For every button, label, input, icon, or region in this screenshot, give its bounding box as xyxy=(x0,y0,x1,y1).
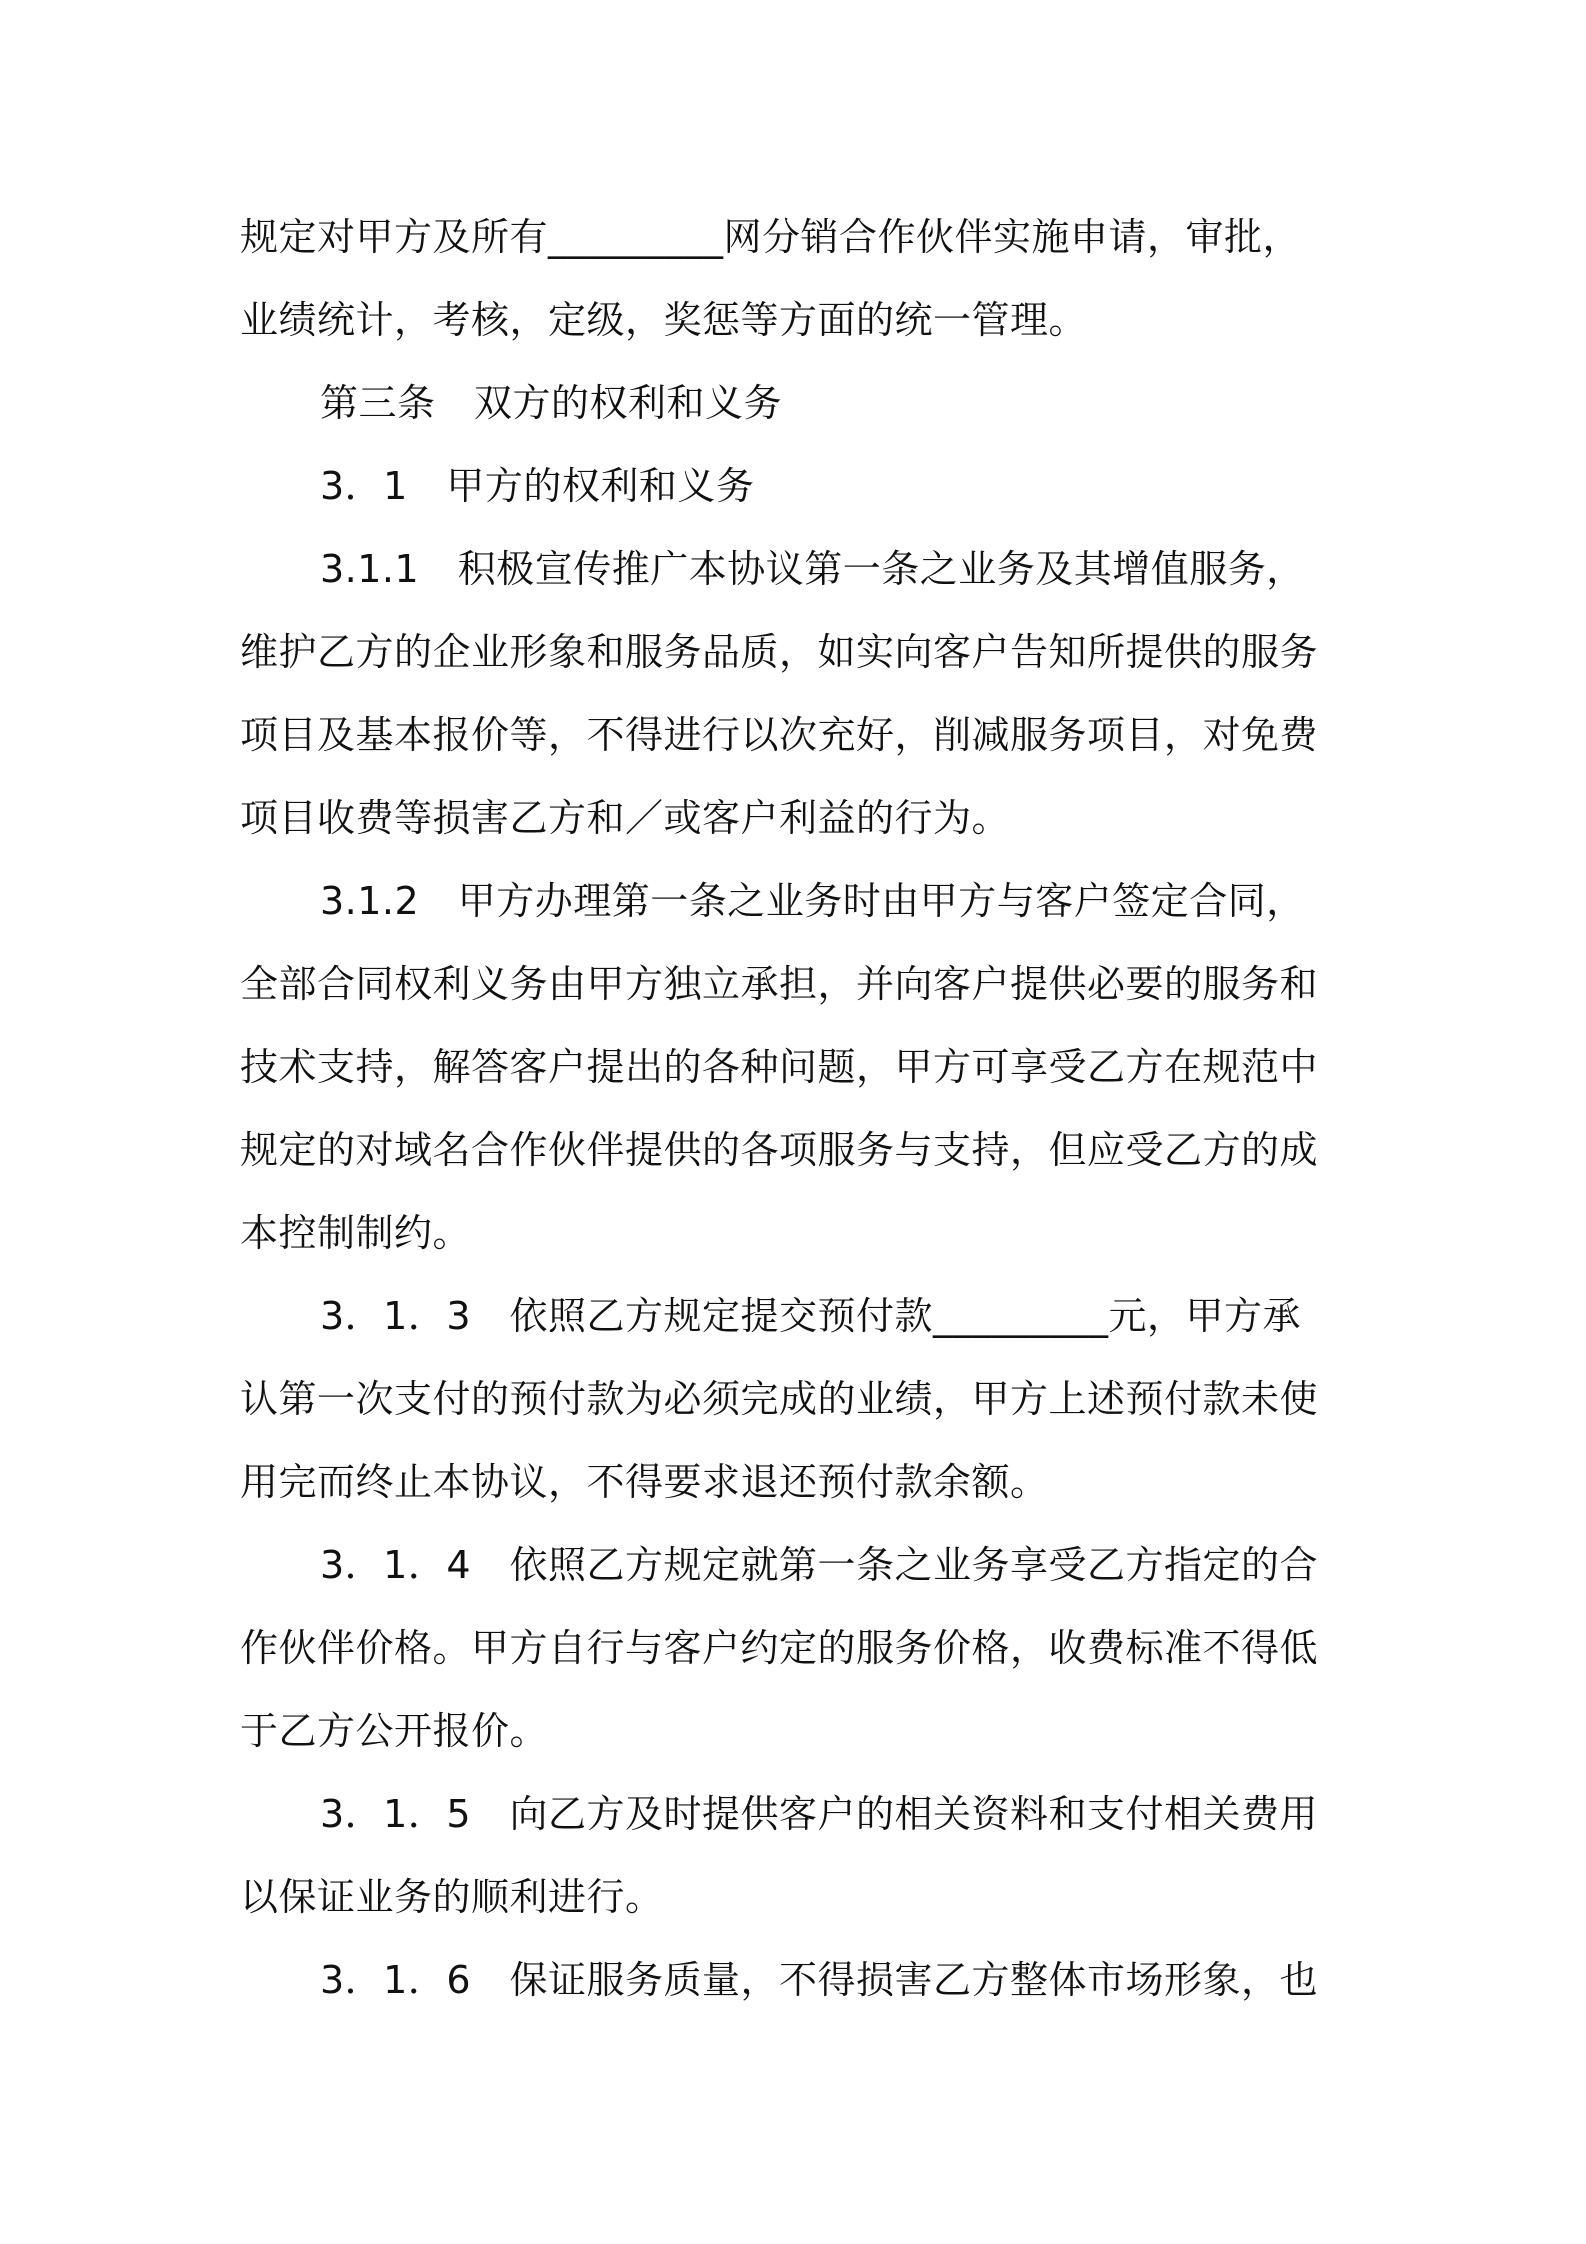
paragraph-line: 作伙伴价格。甲方自行与客户约定的服务价格，收费标准不得低 xyxy=(240,1626,1319,1670)
clause-line: 3.1.1 积极宣传推广本协议第一条之业务及其增值服务， xyxy=(320,547,1305,591)
paragraph-line: 规定的对域名合作伙伴提供的各项服务与支持，但应受乙方的成 xyxy=(240,1128,1319,1172)
paragraph-line: 项目及基本报价等，不得进行以次充好，削减服务项目，对免费 xyxy=(240,713,1319,757)
paragraph-line: 项目收费等损害乙方和／或客户利益的行为。 xyxy=(240,796,1011,840)
clause-line: 3．1．5 向乙方及时提供客户的相关资料和支付相关费用 xyxy=(320,1792,1319,1836)
paragraph-line: 业绩统计，考核，定级，奖惩等方面的统一管理。 xyxy=(240,298,1088,342)
clause-line: 3．1．3 依照乙方规定提交预付款_________元，甲方承 xyxy=(320,1294,1302,1338)
section-heading: 第三条 双方的权利和义务 xyxy=(320,381,783,425)
paragraph-line: 维护乙方的企业形象和服务品质，如实向客户告知所提供的服务 xyxy=(240,630,1319,674)
clause-line: 3.1.2 甲方办理第一条之业务时由甲方与客户签定合同， xyxy=(320,879,1305,923)
subsection-heading: 3．1 甲方的权利和义务 xyxy=(320,464,755,508)
paragraph-line: 本控制制约。 xyxy=(240,1211,472,1255)
paragraph-line: 全部合同权利义务由甲方独立承担，并向客户提供必要的服务和 xyxy=(240,962,1319,1006)
paragraph-line: 用完而终止本协议，不得要求退还预付款余额。 xyxy=(240,1460,1049,1504)
paragraph-line: 认第一次支付的预付款为必须完成的业绩，甲方上述预付款未使 xyxy=(240,1377,1319,1421)
clause-line: 3．1．4 依照乙方规定就第一条之业务享受乙方指定的合 xyxy=(320,1543,1319,1587)
paragraph-line: 以保证业务的顺利进行。 xyxy=(240,1875,664,1919)
paragraph-line: 技术支持，解答客户提出的各种问题，甲方可享受乙方在规范中 xyxy=(240,1045,1319,1089)
document-body xyxy=(240,196,1360,2022)
clause-line: 3．1．6 保证服务质量，不得损害乙方整体市场形象，也 xyxy=(320,1958,1319,2002)
paragraph-line: 于乙方公开报价。 xyxy=(240,1709,549,1753)
paragraph-line: 规定对甲方及所有_________网分销合作伙伴实施申请，审批， xyxy=(240,215,1302,259)
